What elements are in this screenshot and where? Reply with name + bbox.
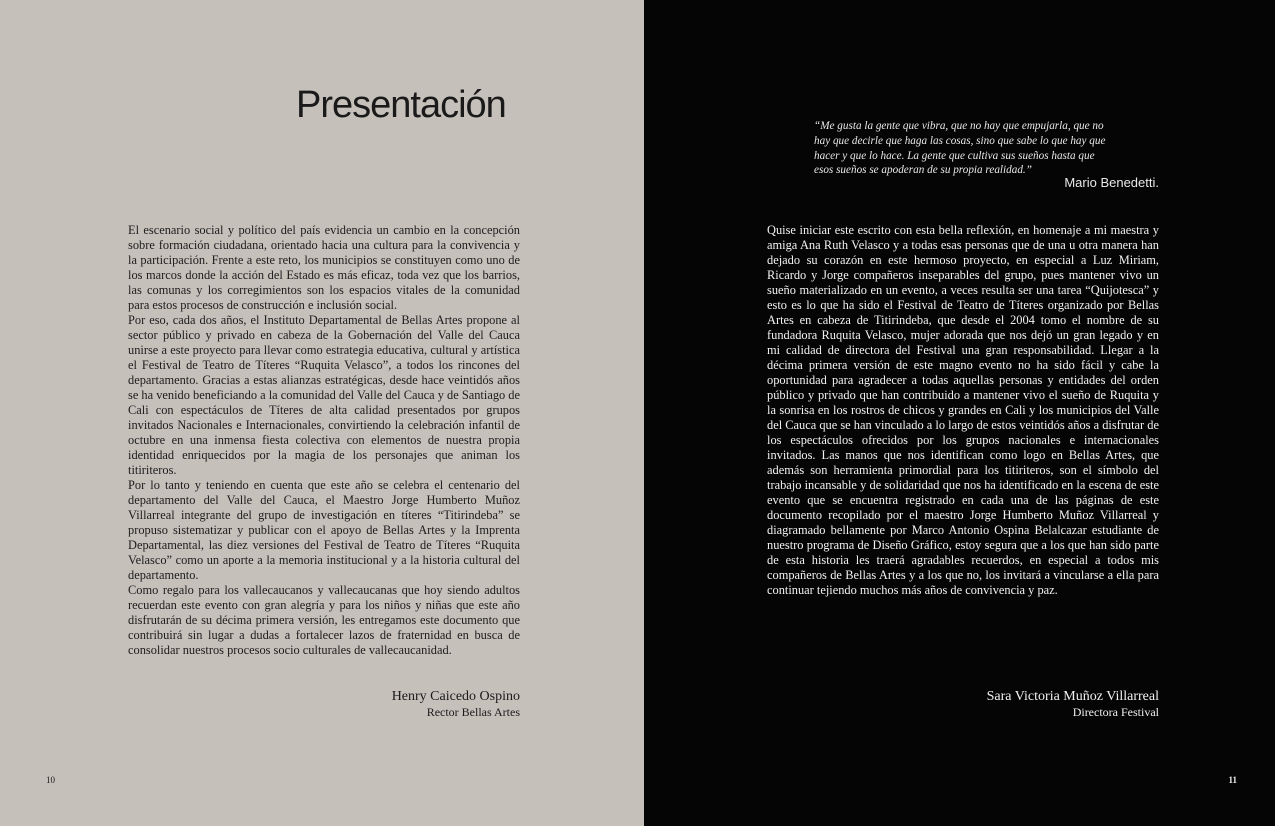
left-paragraph: Como regalo para los vallecaucanos y vallecaucanas que hoy siendo adultos recuerdan este evento con gran alegría y para los niños y niñas que este año disfrutarán de su décima primera versión, les entregamos este documento que contribuirá sin lugar a dudas a fortalecer lazos de fraternidad en busca de consolidar nuestros procesos socio culturales de vallecaucanidad.: [128, 583, 520, 657]
page-number: 10: [46, 775, 55, 785]
quote-author: Mario Benedetti.: [1064, 175, 1159, 190]
right-signature: [987, 688, 1159, 720]
signature-name: Henry Caicedo Ospino: [391, 689, 520, 704]
left-body-text: [128, 223, 520, 658]
page-number: 11: [1228, 775, 1237, 785]
left-signature: [392, 688, 520, 720]
left-paragraph: Por eso, cada dos años, el Instituto Departamental de Bellas Artes propone al sector público y privado en cabeza de la Gobernación del Valle del Cauca unirse a este proyecto para llevar como estrategia educativa, cultural y artística el Festival de Teatro de Títeres “Ruquita Velasco”, a todos los rincones del departamento. Gracias a estas alianzas estratégicas, desde hace veintidós años se ha venido beneficiando a la comunidad del Valle del Cauca y de Santiago de Cali con espectáculos de Títeres de alta calidad presentados por grupos invitados Nacionales e Internacionales, convirtiendo la celebración infantil de octubre en una inmensa fiesta colectiva con elementos de nuestra propia identidad enriquecidos por la magia de los personajes que animan los titiriteros.: [128, 313, 521, 477]
signature-name: Sara Victoria Muñoz Villarreal: [986, 689, 1159, 704]
epigraph-quote: “Me gusta la gente que vibra, que no hay que empujarla, que no hay que decirle que haga las cosas, sino que sabe lo que hay que hacer y que lo hace. La gente que cultiva sus sueños hasta que esos sueños se apoderan de su propia realidad.”: [814, 120, 1106, 177]
right-page: [644, 0, 1275, 826]
signature-role: Directora Festival: [1072, 705, 1159, 719]
right-paragraph: Quise iniciar este escrito con esta bella reflexión, en homenaje a mi maestra y amiga Ana Ruth Velasco y a todas esas personas que de una u otra manera han dejado su corazón en este hermoso proyecto, en especial a Luz Miriam, Ricardo y Jorge compañeros inseparables del grupo, pues mantener vivo un sueño materializado en un evento, a veces resulta ser una tarea “Quijotesca” y esto es lo que ha sido el Festival de Teatro de Títeres organizado por Bellas Artes en cabeza de Titirindeba, que desde el 2004 tomo el nombre de su fundadora Ruquita Velasco, mujer adorada que nos dejó un gran legado y en mi calidad de directora del Festival una gran responsabilidad. Llegar a la décima primera versión de este magno evento no ha sido fácil y cabe la oportunidad para agradecer a todas aquellas personas y entidades del orden público y privado que han contribuido a mantener vivo el sueño de Ruquita y la sonrisa en los rostros de chicos y grandes en Cali y los municipios del Valle del Cauca que se han vinculado a lo largo de estos veintidós años a disfrutar de los espectáculos ofrecidos por los grupos nacionales e internacionales invitados. Las manos que nos identifican como logo en Bellas Artes, que además son herramienta primordial para los titiriteros, son el símbolo del trabajo incansable y de solidaridad que nos ha identificado en la escena de este evento que se encuentra registrado en cada una de las páginas de este documento recopilado por el maestro Jorge Humberto Muñoz Villarreal y diagramado bellamente por Marco Antonio Ospina Belalcazar estudiante de nuestro programa de Diseño Gráfico, estoy segura que a los que han sido parte de esta historia les traerá agradables recuerdos, en especial a todos mis compañeros de Bellas Artes y a los que no, los invitará a vincularse a ella para continuar tejiendo muchos más años de convivencia y paz.: [767, 223, 1159, 597]
page-title: Presentación: [296, 84, 506, 126]
right-body-text: [767, 223, 1159, 598]
left-paragraph: El escenario social y político del país evidencia un cambio en la concepción sobre formación ciudadana, orientado hacia una cultura para la convivencia y la participación. Frente a este reto, los municipios se constituyen como uno de los marcos donde la acción del Estado es más eficaz, toda vez que los barrios, las comunas y los corregimientos son los espacios vitales de la comunidad para estos procesos de construcción e inclusión social.: [128, 223, 520, 312]
left-paragraph: Por lo tanto y teniendo en cuenta que este año se celebra el centenario del departamento del Valle del Cauca, el Maestro Jorge Humberto Muñoz Villarreal integrante del grupo de investigación en títeres “Titirindeba” se propuso sistematizar y publicar con el apoyo de Bellas Artes y la Imprenta Departamental, las diez versiones del Festival de Teatro de Títeres “Ruquita Velasco” como un aporte a la memoria institucional y a la historia cultural del departamento.: [128, 478, 520, 582]
signature-role: Rector Bellas Artes: [426, 705, 520, 719]
